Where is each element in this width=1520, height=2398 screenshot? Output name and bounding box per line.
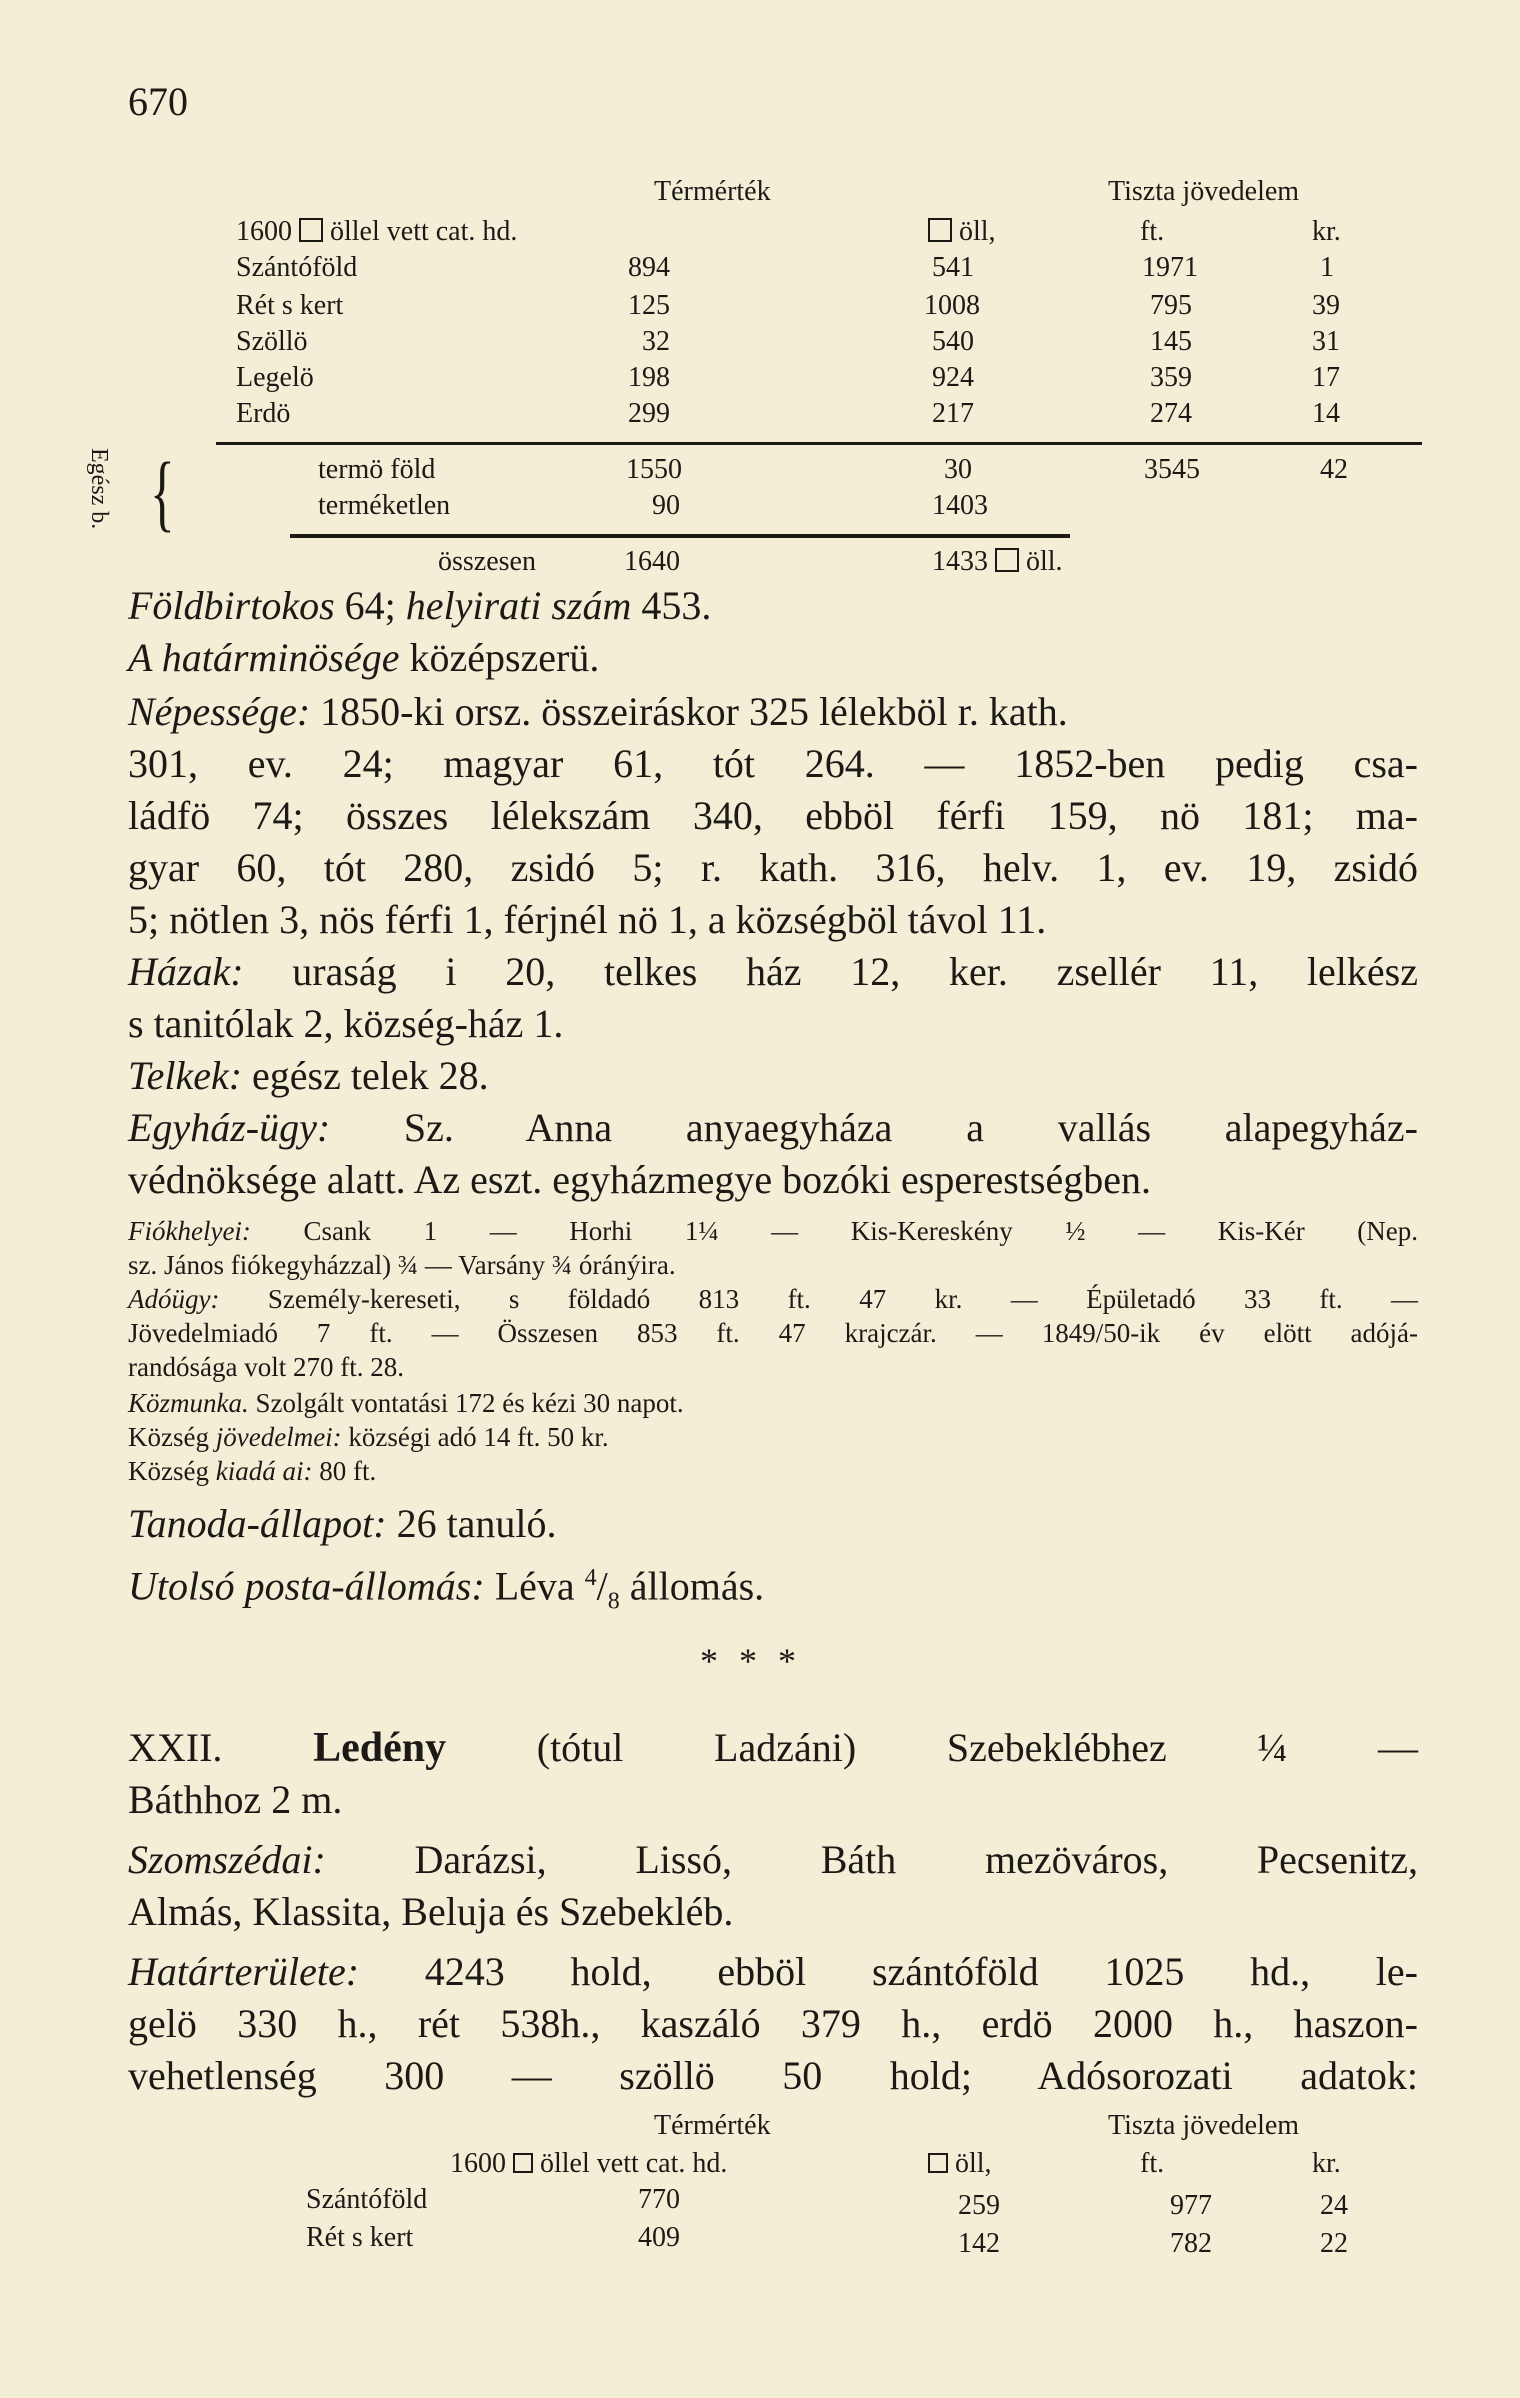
row-label: Rét s kert: [236, 290, 344, 321]
text-helyirati-szam: 453.: [631, 583, 712, 628]
section-stars: * * *: [700, 1641, 802, 1681]
row-ft: 3545: [1144, 454, 1200, 485]
row-kr: 24: [1320, 2190, 1348, 2221]
label-tanoda: Tanoda-állapot:: [128, 1501, 387, 1546]
paragraph-soil-quality: [128, 632, 1418, 684]
row-kr: 22: [1320, 2228, 1348, 2259]
side-label-egesz: Egész b.: [86, 448, 112, 530]
subheader-kr: kr.: [1312, 2148, 1341, 2179]
label-helyirati-szam: helyirati szám: [405, 583, 632, 628]
row-oll: 540: [932, 326, 974, 357]
text-tanoda: 26 tanuló.: [386, 1501, 557, 1546]
text-segment: Csank 1 — Horhi 1¼ — Kis-Kereskény ½ — Kis-Kér (Nep.: [250, 1216, 1418, 1246]
subheader-ft: ft.: [1140, 2148, 1165, 2179]
total-rule: [290, 534, 1070, 538]
label-szomszedai: Szomszédai:: [128, 1837, 326, 1882]
row-oll: 259: [958, 2190, 1000, 2221]
text-telkek: egész telek 28.: [242, 1053, 489, 1098]
total-oll-value: 1433: [932, 546, 988, 577]
text-line: 5; nötlen 3, nös férfi 1, férjnél nö 1, a községböl távol 11.: [128, 897, 1047, 942]
row-hd: 770: [638, 2184, 680, 2215]
row-hd: 409: [638, 2222, 680, 2253]
text-line: 301, ev. 24; magyar 61, tót 264. — 1852-ben pedig csa-: [128, 741, 1418, 786]
text-kozmunka: Szolgált vontatási 172 és kézi 30 napot.: [248, 1388, 684, 1418]
label-posta: Utolsó posta-állomás:: [128, 1563, 485, 1609]
fraction-denominator: 8: [607, 1588, 620, 1615]
row-label: terméketlen: [318, 490, 451, 521]
section-number: XXII.: [128, 1725, 223, 1770]
text-line: randósága volt 270 ft. 28.: [128, 1352, 404, 1382]
total-oll: [932, 546, 1063, 578]
row-hd: 299: [628, 398, 670, 429]
text-line: Báthhoz 2 m.: [128, 1777, 343, 1822]
text-segment: uraság i 20, telkes ház 12, ker. zsellér 11, lelkész: [243, 949, 1418, 994]
text-posta: Léva: [484, 1563, 585, 1609]
row-ft: 359: [1150, 362, 1192, 393]
header-termertek: Térmérték: [654, 2110, 771, 2141]
text-segment: 4243 hold, ebböl szántóföld 1025 hd., le-: [359, 1949, 1418, 1994]
label-adougy: Adóügy:: [128, 1284, 220, 1314]
row-oll: 1403: [932, 490, 988, 521]
paragraph-plots: [128, 1050, 1418, 1102]
page-number: 670: [128, 79, 188, 124]
label-hatarterulete: Határterülete:: [128, 1949, 360, 1994]
row-label: Szántóföld: [236, 252, 358, 283]
text-kozseg: Község: [128, 1422, 209, 1452]
row-oll: 541: [932, 252, 974, 283]
subheader-area: [236, 216, 517, 248]
label-hatarminosege: A határminösége: [128, 635, 400, 680]
subheader-area: [450, 2148, 727, 2180]
row-label: Szántóföld: [306, 2184, 428, 2215]
row-oll: 1008: [924, 290, 980, 321]
subheader-1600: 1600: [236, 216, 292, 247]
small-public-work: [128, 1386, 1418, 1420]
row-label: Rét s kert: [306, 2222, 414, 2253]
text-line: [128, 946, 1418, 998]
header-termertek: Térmérték: [654, 176, 771, 207]
subheader-ft: ft.: [1140, 216, 1165, 247]
subheader-unit: öllel vett cat. hd.: [330, 216, 518, 247]
row-oll: 30: [944, 454, 972, 485]
text-line: [128, 1102, 1418, 1154]
text-kozseg: Község: [128, 1456, 209, 1486]
square-symbol: [513, 2153, 533, 2173]
label-kiadasai: kiadá ai:: [215, 1456, 313, 1486]
total-unit: öll.: [1026, 546, 1063, 577]
row-ft: 1971: [1142, 252, 1198, 283]
label-nepessege: Népessége:: [128, 689, 311, 734]
row-kr: 39: [1312, 290, 1340, 321]
village-name: Ledény: [313, 1725, 447, 1771]
subheader-unit: öllel vett cat. hd.: [540, 2148, 728, 2179]
header-tiszta-jovedelem: Tiszta jövedelem: [1108, 2110, 1300, 2141]
text-hatarminosege: középszerü.: [399, 635, 600, 680]
subheader-oll-label: öll,: [955, 2148, 992, 2179]
text-line: Jövedelmiadó 7 ft. — Összesen 853 ft. 47 krajczár. — 1849/50-ik év elött adójá-: [128, 1318, 1418, 1348]
row-label: Erdö: [236, 398, 291, 429]
text-line: s tanitólak 2, község-ház 1.: [128, 1001, 564, 1046]
text-segment: 1850-ki orsz. összeiráskor 325 lélekböl r. kath.: [310, 689, 1068, 734]
row-hd: 894: [628, 252, 670, 283]
total-label: összesen: [438, 546, 536, 577]
paragraph-post: Utolsó posta-állomás: Léva $^4/_8$ állomás.: [128, 1563, 765, 1615]
label-telkek: Telkek:: [128, 1053, 243, 1098]
text-line: gelö 330 h., rét 538h., kaszáló 379 h., erdö 2000 h., haszon-: [128, 2001, 1418, 2046]
text-segment: Személy-kereseti, s földadó 813 ft. 47 kr. — Épületadó 33 ft. —: [219, 1284, 1418, 1314]
row-ft: 782: [1170, 2228, 1212, 2259]
square-symbol: [299, 218, 323, 242]
subheader-oll: [928, 216, 996, 248]
square-symbol: [928, 218, 952, 242]
paragraph-school: [128, 1498, 1418, 1550]
text-line: sz. János fiókegyházzal) ¾ — Varsány ¾ óránýira.: [128, 1250, 676, 1280]
subheader-oll: [928, 2148, 992, 2180]
square-symbol: [995, 548, 1019, 572]
row-ft: 795: [1150, 290, 1192, 321]
row-label: Legelö: [236, 362, 314, 393]
text-line: [128, 686, 1418, 738]
label-fiokhelyei: Fiókhelyei:: [128, 1216, 251, 1246]
label-egyhaz-ugy: Egyház-ügy:: [128, 1105, 331, 1150]
row-kr: 14: [1312, 398, 1340, 429]
row-ft: 977: [1170, 2190, 1212, 2221]
table-rule: [216, 442, 1422, 445]
label-kozmunka: Közmunka.: [128, 1388, 249, 1418]
row-hd: 198: [628, 362, 670, 393]
header-tiszta-jovedelem: Tiszta jövedelem: [1108, 176, 1300, 207]
text-segment: Darázsi, Lissó, Báth mezöváros, Pecsenitz,: [325, 1837, 1418, 1882]
label-foldbirtokos: Földbirtokos: [128, 583, 335, 628]
row-hd: 125: [628, 290, 670, 321]
text-line: [128, 1722, 1418, 1774]
label-jovedelmei: jövedelmei:: [215, 1422, 342, 1452]
row-kr: 17: [1312, 362, 1340, 393]
row-oll: 217: [932, 398, 974, 429]
text-line: gyar 60, tót 280, zsidó 5; r. kath. 316, helv. 1, ev. 19, zsidó: [128, 845, 1418, 890]
row-oll: 142: [958, 2228, 1000, 2259]
total-hd: 1640: [624, 546, 680, 577]
subheader-oll-label: öll,: [959, 216, 996, 247]
row-label: Szöllö: [236, 326, 308, 357]
row-label: termö föld: [318, 454, 436, 485]
fraction-numerator: 4: [584, 1565, 597, 1591]
text-posta-end: állomás.: [619, 1563, 765, 1609]
row-kr: 1: [1320, 252, 1334, 283]
text-line: védnöksége alatt. Az eszt. egyházmegye bozóki esperestségben.: [128, 1157, 1151, 1202]
row-hd: 1550: [626, 454, 682, 485]
text-segment: Sz. Anna anyaegyháza a vallás alapegyház-: [330, 1105, 1418, 1150]
label-hazak: Házak:: [128, 949, 244, 994]
row-hd: 32: [642, 326, 670, 357]
row-ft: 145: [1150, 326, 1192, 357]
text-line: vehetlenség 300 — szöllö 50 hold; Adósorozati adatok:: [128, 2053, 1418, 2098]
text-foldbirtokos: 64;: [334, 583, 406, 628]
subheader-1600: 1600: [450, 2148, 506, 2179]
text-line: [128, 1282, 1418, 1316]
row-oll: 924: [932, 362, 974, 393]
row-kr: 31: [1312, 326, 1340, 357]
row-hd: 90: [652, 490, 680, 521]
text-jovedelmei: községi adó 14 ft. 50 kr.: [341, 1422, 609, 1452]
brace-symbol: {: [150, 444, 175, 540]
text-line: ládfö 74; összes lélekszám 340, ebböl férfi 159, nö 181; ma-: [128, 793, 1418, 838]
text-line: Almás, Klassita, Beluja és Szebekléb.: [128, 1889, 734, 1934]
subheader-kr: kr.: [1312, 216, 1341, 247]
small-village-expenses: [128, 1454, 1418, 1488]
row-kr: 42: [1320, 454, 1348, 485]
paragraph-landowners: [128, 580, 1418, 632]
small-village-income: [128, 1420, 1418, 1454]
text-segment: (tótul Ladzáni) Szebeklébhez ¼ —: [446, 1725, 1419, 1770]
text-kiadasai: 80 ft.: [312, 1456, 377, 1486]
row-ft: 274: [1150, 398, 1192, 429]
text-line: [128, 1214, 1418, 1248]
text-line: [128, 1946, 1418, 1998]
text-line: [128, 1834, 1418, 1886]
square-symbol: [928, 2153, 948, 2173]
